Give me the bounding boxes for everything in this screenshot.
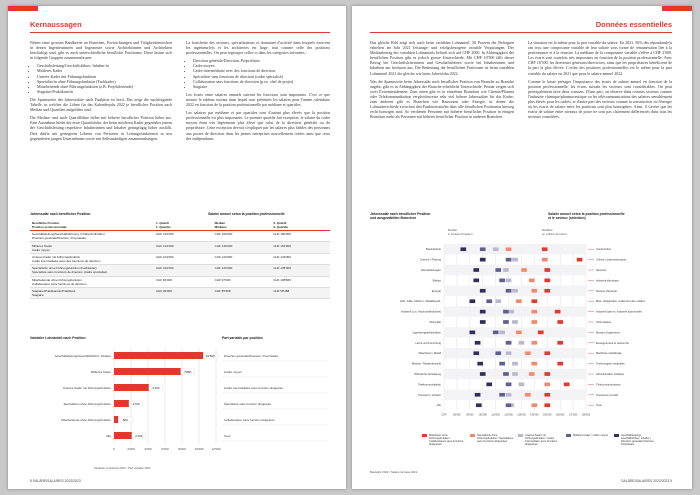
- row-band: [444, 306, 586, 316]
- bar-label-fr: Spécialiste sans fonction dirigeante: [224, 402, 272, 406]
- data-marker: [506, 403, 512, 407]
- data-marker: [506, 341, 512, 345]
- data-marker: [531, 299, 537, 303]
- salary-cell: CHF 84'000: [154, 276, 213, 287]
- salary-cell: CHF 162'000: [271, 242, 330, 253]
- legend-swatch: [518, 434, 523, 437]
- data-marker: [503, 372, 509, 376]
- data-marker: [495, 299, 501, 303]
- x-tick-label: 12'000: [211, 447, 221, 451]
- x-tick-label: 0: [113, 447, 115, 451]
- sector-label-de: Elektro: [432, 279, 441, 283]
- row-band: [444, 348, 586, 358]
- data-marker: [480, 372, 486, 376]
- sector-label-fr: Technologies médicales: [596, 362, 625, 366]
- table-row: [30, 265, 330, 276]
- bar: [114, 368, 181, 375]
- bar: [114, 416, 118, 423]
- x-tick-label: 90'000: [466, 413, 474, 417]
- section-title: Données essentielles: [595, 20, 672, 29]
- sector-label-fr: Administration publique: [596, 373, 624, 376]
- data-marker: [531, 320, 537, 324]
- sector-label-fr: Enseignement et recherche: [596, 341, 629, 345]
- salary-cell: CHF 150'000: [213, 231, 272, 242]
- legend-label: Geschäftsleitung/ Geschäftsführer, Inhaber / Direction générale/ Direction, Propriétaire: [621, 434, 655, 446]
- sector-label-fr: Informatique: [596, 321, 611, 324]
- bar: [114, 432, 132, 439]
- x-tick-label: 170'000: [568, 413, 578, 417]
- legend-swatch: [614, 434, 619, 437]
- sector-label-fr: Télécommunications: [596, 383, 621, 387]
- data-marker: [506, 382, 512, 386]
- paragraph: Die Spannweite der Jahressaläre nach Funktion ist breit. Das zeigt die nachfolgende Tabelle, in welcher die Löhne für das Kalenderjahr 2022 je beruflicher Position nach Median und Quartilen aufgeführt sind.: [30, 96, 172, 113]
- list-item: • Geschäftsleitung/Geschäftsführer, Inhaber/in: [37, 63, 172, 68]
- paragraph: Les salaires par médiane et par quartiles sont d'autant plus élevés que la position professionnelle est plus importante. Le premier quartile fait exception, le salaire du cadre moyen étant très légèrement plus élevé que celui de la direction générale ou du propriétaire. Cette exception devrait s'expliquer par les salaires plus faibles des personnes aux postes de direction dans les jeunes entreprises nouvellement créées ainsi que ceux des indépendants.: [186, 110, 330, 141]
- sector-label-fr: Tous: [596, 404, 602, 408]
- legend-item: [470, 434, 516, 443]
- x-tick-label: 180'000: [581, 413, 591, 417]
- sector-label-de: Chemie / Pharma: [420, 258, 441, 262]
- list-item: • Stagiaire/Praktikant/in: [37, 89, 172, 94]
- position-cell: Geschäftsleitung/Geschäftsführung, Inhaber/in/Inhaber Direction générale/Direction, Propriétaire: [30, 231, 154, 242]
- paragraph: La fourchette des secteurs, spécialisations et domaines d'activité dans lesquels exercent les ingénieur(e)s et les architectes est large, tout comme celle des positions professionnelles. On peut regrouper celles-ci dans les catégories suivantes :: [186, 40, 330, 56]
- salary-cell: CHF 104'000: [154, 253, 213, 264]
- variable-pay-bar-chart: [30, 344, 330, 464]
- position-cell: Unteres Kader mit Führungsfunktion Cadre intermédiaire avec des fonctions de direction: [30, 253, 154, 264]
- table-caption-de: Jahressalär nach beruflicher Position: [30, 212, 91, 216]
- paragraph: Die Median- und auch Quartillöhne fallen mit höherer beruflicher Position höher aus. Eine Ausnahme bildet der erste Quartilslohn, der beim mittleren Kader gegenüber jenem der Geschäftsleitung respektive Inhaberinnen und Inhaber geringfügig höher ausfällt. Dies dürfte mit geringeren Löhnen von Personen in Leitungsfunktionen in neu gegründeten jungen Unternehmen sowie mit Selbstständigen zusammenhängen.: [30, 115, 172, 141]
- data-marker: [486, 299, 492, 303]
- data-marker: [544, 372, 550, 376]
- data-marker: [486, 382, 492, 386]
- sector-label-fr: Services: [596, 269, 607, 272]
- bar-chart-caption-fr: Part variable par position: [222, 336, 263, 340]
- data-marker: [480, 289, 486, 293]
- sector-label-de: Transport / Verkehr: [418, 393, 441, 397]
- data-marker: [512, 362, 518, 366]
- bar-label-de: Spezialist/in ohne Führungsfunktion: [63, 402, 111, 406]
- position-cell: Spezialist/in ohne Führungsfunktion (Fachkader) Spécialiste sans fonctions de direction (cadre spécialisé): [30, 265, 154, 276]
- data-marker: [544, 382, 550, 386]
- data-marker: [503, 310, 509, 314]
- table-row: [30, 287, 330, 298]
- data-marker: [531, 289, 537, 293]
- data-marker: [477, 362, 483, 366]
- x-tick-label: 160'000: [555, 413, 565, 417]
- legend-label: Spezialist/in ohne Führungsfunktion / Spécialistes sans fonctions dirigeantes: [477, 434, 514, 443]
- sector-label-de: Industrie (u.a. Automobilindustrie): [400, 310, 441, 314]
- data-marker: [499, 278, 505, 282]
- sector-label-de: Bauindustrie: [426, 248, 441, 252]
- sector-label-de: Öffentliche Verwaltung: [414, 373, 441, 376]
- title-rule: [370, 32, 672, 33]
- salary-cell: CHF 108'825: [271, 276, 330, 287]
- sector-label-fr: Industrie électrique: [596, 279, 619, 283]
- data-marker: [542, 258, 548, 262]
- paragraph: Les écarts entre salaires annuels suivant les fonctions sont importants. C'est ce que montre le tableau suivant dans lequel sont présentés les salaires pour l'année calendaire 2022 en fonction de la position professionnelle par médiane et quartiles.: [186, 91, 330, 108]
- sector-salary-dot-chart: [366, 238, 688, 428]
- data-marker: [473, 278, 479, 282]
- bar-label-fr: Tous: [224, 434, 231, 438]
- bar: [114, 352, 203, 359]
- list-item: • Cadre moyen: [193, 63, 330, 68]
- data-marker: [475, 341, 481, 345]
- data-marker: [544, 351, 550, 355]
- dot-chart-caption-fr: Salaire annuel selon la position professionnelle et le secteur (sélection): [548, 212, 625, 220]
- page-accent-strip: [8, 6, 38, 11]
- x-tick-label: 2'000: [127, 447, 135, 451]
- bar-label-de: Geschäftsleitung/Geschäftsführer, Inhaber: [54, 354, 111, 358]
- data-marker: [512, 372, 518, 376]
- salary-cell: CHF 39'000: [154, 287, 213, 298]
- data-marker: [516, 330, 522, 334]
- sector-label-de: Telekommunikation: [417, 383, 441, 387]
- legend-item: [518, 434, 564, 446]
- data-marker: [525, 393, 531, 397]
- table-caption-fr: Salaire annuel selon la position professionnelle: [208, 212, 285, 216]
- dot-chart-caption-de: Jahressalär nach beruflicher Position und ausgewählten Branchen: [370, 212, 431, 220]
- data-marker: [506, 289, 512, 293]
- left-page: [8, 6, 346, 489]
- legend-label: Mitarbeiter ohne Führungsfunktion / Collaborateurs sans fonctions dirigeantes: [429, 434, 464, 446]
- salary-cell: CHF 122'000: [213, 253, 272, 264]
- data-marker: [473, 351, 479, 355]
- bar-chart-caption-de: Variabler Lohnanteil nach Position: [30, 336, 86, 340]
- data-marker: [577, 258, 583, 262]
- data-marker: [495, 351, 501, 355]
- legend-item: [566, 434, 612, 437]
- sector-label-de: Dienstleistungen: [421, 269, 441, 272]
- table-row: [30, 242, 330, 253]
- sector-label-de: Holz, Kälte, Möbel u. Metallverarb.: [399, 300, 441, 304]
- sector-label-de: Maschinen / Metall: [418, 352, 441, 356]
- data-marker: [512, 289, 518, 293]
- position-list: [186, 58, 330, 89]
- data-marker: [460, 247, 466, 251]
- salary-cell: CHF 140'000: [213, 242, 272, 253]
- bar-value-label: 500: [122, 417, 128, 422]
- legend-item: [614, 434, 660, 446]
- sector-label-fr: Bois, réfrigération, traitement des métaux: [596, 300, 646, 304]
- title-rule: [30, 32, 330, 33]
- salary-cell: CHF 135'000: [271, 265, 330, 276]
- sector-label-de: Energie: [431, 289, 441, 293]
- data-marker: [564, 382, 570, 386]
- bar-value-label: 7'850: [184, 369, 192, 374]
- list-item: • Spezialist/in ohne Führungsfunktion (Fachkader): [37, 79, 172, 84]
- list-item: • Spécialiste sans fonctions de direction (cadre spécialisé): [193, 74, 330, 79]
- salary-cell: CHF 180'000: [271, 231, 330, 242]
- data-marker: [506, 247, 512, 251]
- sector-label-de: Lehre und Forschung: [415, 341, 441, 345]
- data-marker: [518, 382, 524, 386]
- unit-label-fr: Médiane en milliers de francs: [542, 228, 567, 236]
- paragraph: Comme le laisse présager l'importance des écarts de salaire annuel en fonction de la position professionnelle, les écarts suivant les secteurs sont considérables. On peut principalement faire deux constats. D'une part, on observe dans certains secteurs comme l'industrie chimique/pharmaceutique ou les télécommunications des salaires sensiblement plus élevés pour les cadres, et d'autre part des secteurs comme la construction ou l'énergie où les écarts de salaire entre les positions sont plus homogènes. Ainsi, il s'avère que les écarts de salaire entre niveaux de poste ne sont pas clairement différenciés dans tous les secteurs considérés.: [528, 78, 672, 120]
- x-tick-label: 140'000: [530, 413, 539, 417]
- sector-label-fr: Chimie / pharmaceutique: [596, 258, 626, 262]
- list-item: • Direction générale/Direction, Propriétaire: [193, 58, 330, 63]
- data-marker: [480, 258, 486, 262]
- bar-value-label: 2'100: [135, 433, 143, 438]
- data-marker: [499, 362, 505, 366]
- paragraph: Was die Spannweite beim Jahressalär nach beruflicher Position von Branche zu Branche angeht, gibt es in Abhängigkeit der Branche erhebliche Unterschiede. Primär zeigen sich zwei Extremtendenzen: Zum einen gibt es in einzelnen Branchen wie Chemie/Pharma oder Telekommunikation vergleichsweise sehr viel höhere Jahressaläre für das Kader; zum anderen gibt es Branchen wie Bauwesen oder Energie, in denen die Lohnunterschiede zwischen den Funktionsstufen über alle beruflichen Positionen hinweg recht homogen sind. So verdienen Personen mit höherer beruflicher Position in einigen Branchen mehr als Personen mit höherer beruflicher Position in anderen Branchen.: [370, 78, 514, 120]
- x-tick-label: 80'000: [453, 413, 461, 417]
- text-column-fr: [528, 40, 672, 122]
- x-tick-label: CHF: [441, 413, 447, 417]
- data-marker: [506, 258, 512, 262]
- bar-label-fr: Cadre moyen: [224, 370, 243, 374]
- page-footer: 8 SALÄRE/SALAIRES 2022/2023: [30, 479, 81, 483]
- position-list: [30, 63, 172, 94]
- data-marker: [499, 330, 505, 334]
- position-cell: Stagiaire/Praktikant/in/Praktikant Stagiaire: [30, 287, 154, 298]
- sector-label-fr: Secteur d'énergie: [596, 289, 617, 293]
- data-marker: [506, 278, 512, 282]
- x-tick-label: 4'000: [144, 447, 152, 451]
- data-marker: [495, 268, 501, 272]
- sector-label-fr: Transports et trafic: [596, 393, 619, 397]
- x-tick-label: 6'000: [161, 447, 169, 451]
- salary-cell: CHF 102'000: [154, 265, 213, 276]
- text-column-fr: [186, 40, 330, 144]
- data-marker: [469, 330, 475, 334]
- data-marker: [525, 351, 531, 355]
- text-column-de: [370, 40, 514, 122]
- bar: [114, 384, 149, 391]
- chart-source: Basisjahr 2022 / Salaire de base 2022: [370, 470, 418, 474]
- data-marker: [557, 320, 563, 324]
- bar-label-de: Mittleres Kader: [90, 370, 111, 374]
- sector-label-de: Ingenieurgesellschaften: [412, 331, 441, 335]
- paragraph: Neben einer grossen Bandbreite an Branchen, Fachrichtungen und Tätigkeitsbereichen in denen Ingenieurinnen und Ingenieure sowie Architektinnen und Architekten beschäftigt sind, gibt es auch unterschiedliche berufliche Positionen. Diese lassen sich in folgende Gruppen zusammenfassen:: [30, 40, 172, 61]
- legend-item: [422, 434, 468, 446]
- legend-label: Mittleres Kader / Cadre moyen: [573, 434, 609, 437]
- list-item: • Stagiaire: [193, 84, 330, 89]
- x-tick-label: 120'000: [504, 413, 513, 417]
- list-item: • Collaborateur sans fonctions de direction (p.ex. chef de projet): [193, 79, 330, 84]
- paragraph: Das gleiche Bild zeigt sich auch beim variablen Lohnanteil. 56 Prozent der Befragten erhielten im Jahr 2021 leistungs- und erfolgsbezogene variable Vergütungen. Der Medianbetrag des variablen Lohnanteils beläuft sich auf CHF 2000. In Abhängigkeit der beruflichen Position gibt es jedoch grosse Unterschiede. Mit CHF 10'500 fällt dieser Betrag bei Geschäftsleiterinnen und Geschäftsleitern sowie bei Inhaberinnen und Inhabern am höchsten aus. Die Bedeutung der beruflichen Positionen ist beim variablen Lohnanteil 2021 die gleiche wie beim Jahreslohn 2022.: [370, 40, 514, 76]
- data-marker: [531, 362, 537, 366]
- data-marker: [544, 393, 550, 397]
- row-band: [444, 265, 586, 275]
- section-title: Kernaussagen: [30, 20, 82, 29]
- data-marker: [512, 258, 518, 262]
- data-marker: [529, 278, 535, 282]
- bar-value-label: 10'500: [205, 353, 215, 358]
- table-header: 1. Quartil 1. Quartile: [154, 220, 213, 231]
- data-marker: [538, 330, 544, 334]
- legend-swatch: [470, 434, 475, 437]
- list-item: • Mittleres Kader: [37, 68, 172, 73]
- table-row: [30, 231, 330, 242]
- salary-cell: CHF 124'000: [154, 242, 213, 253]
- data-marker: [557, 362, 563, 366]
- salary-cell: CHF 142'000: [271, 253, 330, 264]
- page-accent-strip: [662, 6, 692, 11]
- sector-label-fr: Bureau d'ingénieurs: [596, 331, 620, 335]
- row-band: [444, 390, 586, 400]
- data-marker: [503, 320, 509, 324]
- data-marker: [544, 268, 550, 272]
- table-header: Median Médiane: [213, 220, 272, 231]
- data-marker: [529, 372, 535, 376]
- x-tick-label: 100'000: [478, 413, 487, 417]
- salary-cell: CHF 55'608: [213, 287, 272, 298]
- row-band: [444, 327, 586, 337]
- sector-label-fr: Industrie (par ex. industrie automobile): [596, 310, 642, 314]
- data-marker: [506, 393, 512, 397]
- sector-label-de: Alle: [436, 404, 441, 408]
- list-item: • Mitarbeitende ohne Führungsfunktion (z.B. Projektleitende): [37, 84, 172, 89]
- list-item: • Unteres Kader mit Führungsfunktion: [37, 74, 172, 79]
- data-marker: [544, 278, 550, 282]
- data-marker: [499, 393, 505, 397]
- data-marker: [531, 403, 537, 407]
- sector-label-fr: Machines-métallurgie: [596, 352, 622, 356]
- text-column-de: [30, 40, 172, 144]
- bar-label-de: Unteres Kader mit Führungsfunktion: [62, 386, 111, 390]
- salary-cell: CHF 97'000: [213, 276, 272, 287]
- list-item: • Cadre intermédiaire avec des fonctions de direction: [193, 68, 330, 73]
- data-marker: [516, 299, 522, 303]
- data-marker: [480, 320, 486, 324]
- data-marker: [544, 289, 550, 293]
- bar-value-label: 1'760: [132, 401, 140, 406]
- x-tick-label: 10'000: [194, 447, 204, 451]
- sector-label-fr: Construction: [596, 248, 612, 252]
- data-marker: [512, 320, 518, 324]
- data-marker: [475, 393, 481, 397]
- bar-label-de: Mitarbeitende ohne Führungsfunktion: [61, 418, 111, 422]
- bar-label-fr: Cadre intermédiaire avec fonction dirigeante: [224, 386, 283, 390]
- data-marker: [476, 403, 482, 407]
- data-marker: [473, 268, 479, 272]
- data-marker: [521, 268, 527, 272]
- chart-source: Variabler Lohnanteil 2021 / Part variable 2021: [94, 466, 151, 470]
- data-marker: [544, 403, 550, 407]
- bar-label-fr: Direction générale/Direction, Propriétaire: [224, 354, 279, 358]
- data-marker: [493, 330, 499, 334]
- table-row: [30, 276, 330, 287]
- unit-label-de: Median in Tausend Franken: [448, 228, 473, 236]
- paragraph: La situation est la même pour la part variable du salaire. En 2021, 56% des répondant(e)s ont reçu une composante variable de leur salaire sous forme de rémunération liée à la performance et à la réussite. La médiane de la composante variable s'élève à CHF 2'000. Les écarts sont toutefois très importants en fonction de la position professionnelle. Avec CHF 10'500, les directeurs généraux/directrices, ainsi que les propriétaires bénéficient de la part la plus élevée. L'ordre des positions professionnelles est le même pour la part variable du salaire en 2021 que pour le salaire annuel 2022.: [528, 40, 672, 76]
- x-tick-label: 150'000: [543, 413, 552, 417]
- salary-cell: CHF 120'000: [213, 265, 272, 276]
- data-marker: [518, 341, 524, 345]
- table-row: [30, 253, 330, 264]
- bar: [114, 400, 129, 407]
- legend-label: Unteres Kader mit Führungsfunktion / Cadre intermédiaire avec fonctions dirigeantes: [525, 434, 558, 446]
- data-marker: [557, 341, 563, 345]
- bar-label-fr: Collaborateur sans fonction dirigeante: [224, 418, 275, 422]
- bar-label-de: Alle: [105, 434, 111, 438]
- data-marker: [493, 247, 499, 251]
- table-header: Berufliche Position Position professionnelle: [30, 220, 154, 231]
- sector-label-de: Medizin / Medizintechnik: [411, 362, 441, 366]
- data-marker: [531, 310, 537, 314]
- salary-cell: CHF 58'468: [271, 287, 330, 298]
- data-marker: [469, 299, 475, 303]
- salary-table: [30, 220, 330, 299]
- right-page: [352, 6, 692, 489]
- salary-cell: CHF 120'000: [154, 231, 213, 242]
- data-marker: [480, 310, 486, 314]
- x-tick-label: 8'000: [178, 447, 186, 451]
- data-marker: [503, 268, 509, 272]
- x-tick-label: 130'000: [517, 413, 526, 417]
- table-header: 3. Quartil 3. Quartile: [271, 220, 330, 231]
- data-marker: [555, 310, 561, 314]
- x-tick-label: 110'000: [491, 413, 500, 417]
- data-marker: [531, 341, 537, 345]
- legend-swatch: [566, 434, 571, 437]
- data-marker: [542, 247, 548, 251]
- page-footer: SALÄRE/SALAIRES 2022/2023 9: [621, 479, 672, 483]
- bar-value-label: 4'100: [152, 385, 160, 390]
- legend-swatch: [422, 434, 427, 437]
- position-cell: Mittleres Kader Cadre moyen: [30, 242, 154, 253]
- sector-label-de: Informatik: [429, 321, 441, 324]
- data-marker: [480, 247, 486, 251]
- position-cell: Mitarbeitende ohne Führungsfunktion Collaborateur sans fonctions de direction: [30, 276, 154, 287]
- data-marker: [506, 351, 512, 355]
